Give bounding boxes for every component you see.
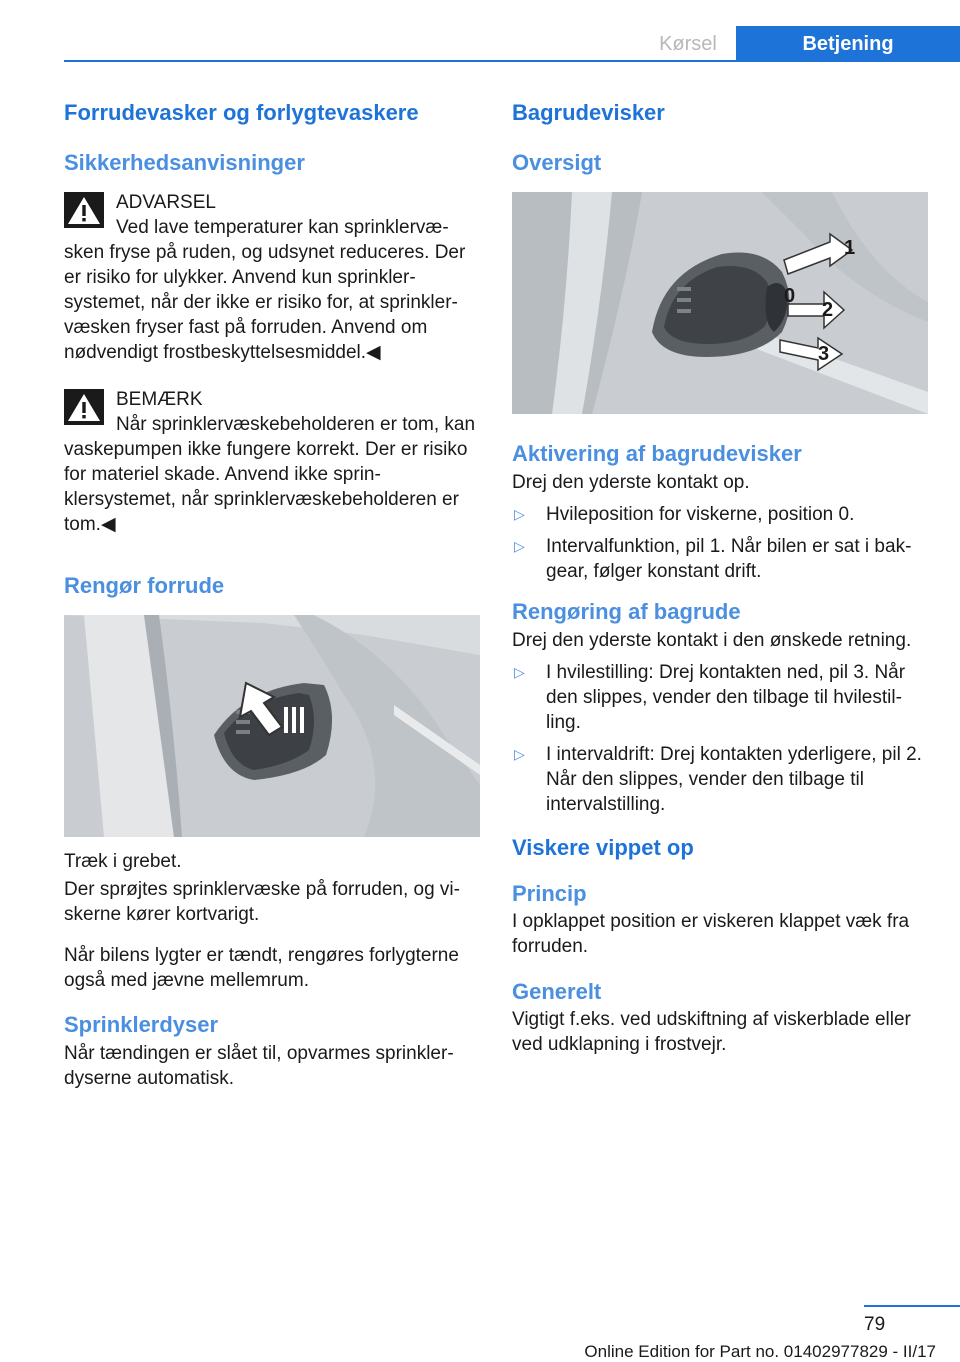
section-title-rear-wiper: Bagrudevisker [512, 100, 665, 125]
heading-safety: Sikkerhedsanvisninger [64, 150, 305, 175]
figure-label-1: 1 [844, 237, 856, 259]
warning-text-2: Når sprinklervæskebeholderen er tom, kan vaskepumpen ikke fungere korrekt. Der er risiko for materiel skade. Anvend ikke sprinklersystemet, når sprinklervæskebeholderen er tom.◀ [64, 414, 476, 535]
header-tab-betjening[interactable]: Betjening [736, 26, 960, 62]
triangle-bullet-icon: ▷ [514, 538, 525, 554]
figure-rear-wiper-switch [512, 192, 928, 414]
warning-box-1 [64, 190, 480, 365]
warning-label-1: ADVARSEL [116, 192, 216, 213]
list-item: ▷ I hvilestilling: Drej kontakten ned, pil 3. Når den slippes, vender den tilbage til hvilestilling. [514, 662, 906, 733]
heading-clean-rear: Rengøring af bagrude [512, 599, 741, 624]
heading-activate: Aktivering af bagrudevisker [512, 441, 802, 466]
list-item: ▷ Intervalfunktion, pil 1. Når bilen er sat i bakgear, følger konstant drift. [514, 536, 912, 582]
triangle-bullet-icon: ▷ [514, 506, 525, 522]
list-item: ▷ I intervaldrift: Drej kontakten yderligere, pil 2. Når den slippes, vender den tilbage til intervalstilling. [514, 744, 922, 815]
list-activate [512, 502, 928, 584]
figure-label-0: 0 [784, 285, 796, 307]
text-pull-lever: Træk i grebet. [64, 851, 182, 872]
warning-text-1: Ved lave temperaturer kan sprinklervæsken fryse på ruden, og udsynet reduceres. Der er risiko for ulykker. Anvend kun sprinklersystemet, når der ikke er risiko for, at sprinklervæsken fryser fast på forruden. Anvend om nødvendigt frostbeskyttelsesmiddel.◀ [64, 217, 466, 363]
text-clean-rear: Drej den yderste kontakt i den ønskede retning. [512, 630, 912, 651]
heading-general: Generelt [512, 979, 602, 1004]
list-item: ▷ Hvileposition for viskerne, position 0. [514, 504, 855, 525]
left-column [64, 98, 480, 1091]
heading-overview: Oversigt [512, 150, 602, 175]
header-tab-korsel[interactable]: Kørsel [659, 33, 717, 55]
text-principle: I opklappet position er viskeren klappet væk fra forruden. [512, 911, 910, 957]
heading-wipers-tilted: Viskere vippet op [512, 835, 694, 860]
heading-clean-windshield: Rengør forrude [64, 573, 225, 598]
figure-label-3: 3 [818, 343, 830, 365]
figure-label-2: 2 [822, 299, 834, 321]
triangle-bullet-icon: ▷ [514, 746, 525, 762]
warning-label-2: BEMÆRK [116, 389, 203, 410]
page-number: 79 [864, 1314, 886, 1335]
page-header [0, 0, 960, 62]
text-spray: Der sprøjtes sprinklervæske på forruden, og viskerne kører kortvarigt. [64, 879, 460, 925]
footer-rule [864, 1305, 960, 1307]
footer-edition: Online Edition for Part no. 01402977829 - II/17 [584, 1342, 936, 1361]
heading-nozzles: Sprinklerdyser [64, 1012, 219, 1037]
warning-box-2 [64, 387, 480, 537]
text-general: Vigtigt f.eks. ved udskiftning af viskerblade eller ved udklapning i frostvejr. [512, 1009, 911, 1055]
wiper-lever-illustration [64, 615, 480, 837]
triangle-bullet-icon: ▷ [514, 664, 525, 680]
heading-principle: Princip [512, 881, 587, 906]
text-headlight-cleaning: Når bilens lygter er tændt, rengøres forlygterne også med jævne mellemrum. [64, 945, 459, 991]
figure-windshield-lever [64, 615, 480, 837]
section-title-washers: Forrudevasker og forlygtevaskere [64, 100, 419, 125]
header-rule [64, 60, 960, 62]
right-column [512, 98, 928, 1057]
text-activate: Drej den yderste kontakt op. [512, 472, 750, 493]
rear-wiper-switch-illustration [512, 192, 928, 414]
warning-triangle-icon [64, 192, 104, 228]
text-nozzles: Når tændingen er slået til, opvarmes sprinklerdyserne automatisk. [64, 1043, 454, 1089]
warning-triangle-icon [64, 389, 104, 425]
list-clean-rear [512, 660, 928, 817]
